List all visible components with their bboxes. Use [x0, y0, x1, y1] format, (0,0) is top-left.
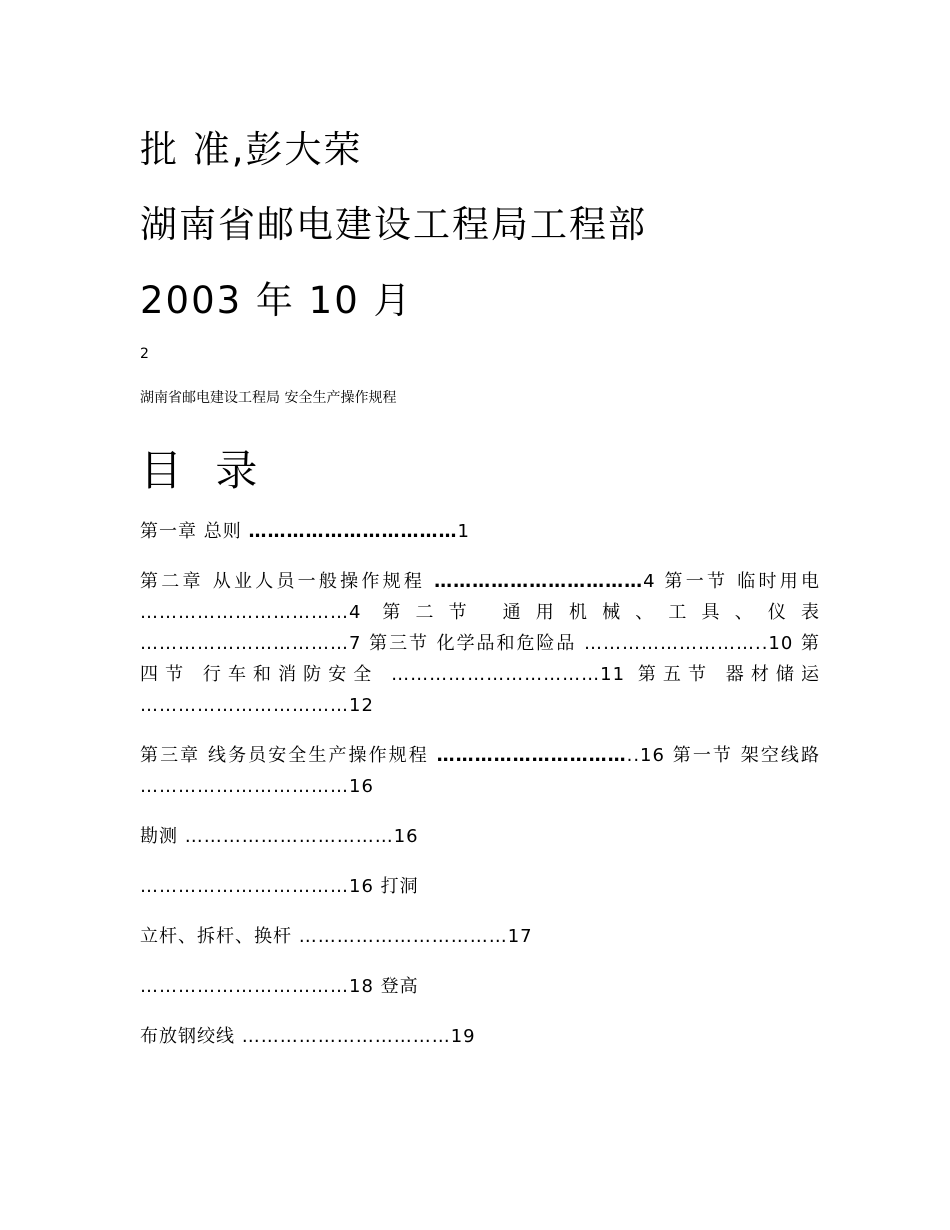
- running-header: 湖南省邮电建设工程局 安全生产操作规程: [140, 390, 397, 406]
- toc-leader-dots: ……………………………: [434, 571, 644, 592]
- toc-entry: [140, 871, 820, 902]
- toc-entry-text: 立杆、拆杆、换杆 ……………………………17: [140, 926, 533, 947]
- toc-leader-dots: …………………………: [436, 745, 627, 766]
- toc-entry: [140, 516, 820, 547]
- toc-leader-dots: ……………………………: [248, 521, 458, 542]
- toc-entry: [140, 971, 820, 1002]
- approval-line: 批 准,彭大荣: [140, 128, 363, 171]
- toc-entry: [140, 566, 820, 721]
- table-of-contents: [140, 516, 820, 1071]
- toc-entry: [140, 740, 820, 802]
- toc-entry-text: 布放钢绞线 ……………………………19: [140, 1026, 476, 1047]
- toc-title: 目 录: [140, 446, 268, 495]
- toc-entry-text: 第三章 线务员安全生产操作规程: [140, 745, 437, 766]
- toc-entry: [140, 1021, 820, 1052]
- toc-entry-page: ..16 第一节 架空线路 ……………………………16: [140, 745, 820, 797]
- toc-entry-text: ……………………………16 打洞: [140, 876, 419, 897]
- toc-entry-text: 第二章 从业人员一般操作规程: [140, 571, 435, 592]
- toc-entry-text: ……………………………18 登高: [140, 976, 419, 997]
- toc-entry: [140, 921, 820, 952]
- toc-entry-text: 勘测 ……………………………16: [140, 826, 419, 847]
- organization-line: 湖南省邮电建设工程局工程部: [140, 203, 647, 246]
- toc-entry-page: 4 第一节 临时用电 ……………………………4 第二节 通用机械、工具、仪表 ……………………………7 第三节 化学品和危险品 ………………………..10 第四节 行车和消防安全 ……………………………11 第五节 器材储运 ……………………………12: [140, 571, 820, 716]
- page-number: 2: [140, 346, 149, 362]
- date-line: 2003 年 10 月: [140, 279, 413, 322]
- toc-entry-text: 第一章 总则: [140, 521, 249, 542]
- toc-entry-page: 1: [457, 521, 470, 542]
- toc-entry: [140, 821, 820, 852]
